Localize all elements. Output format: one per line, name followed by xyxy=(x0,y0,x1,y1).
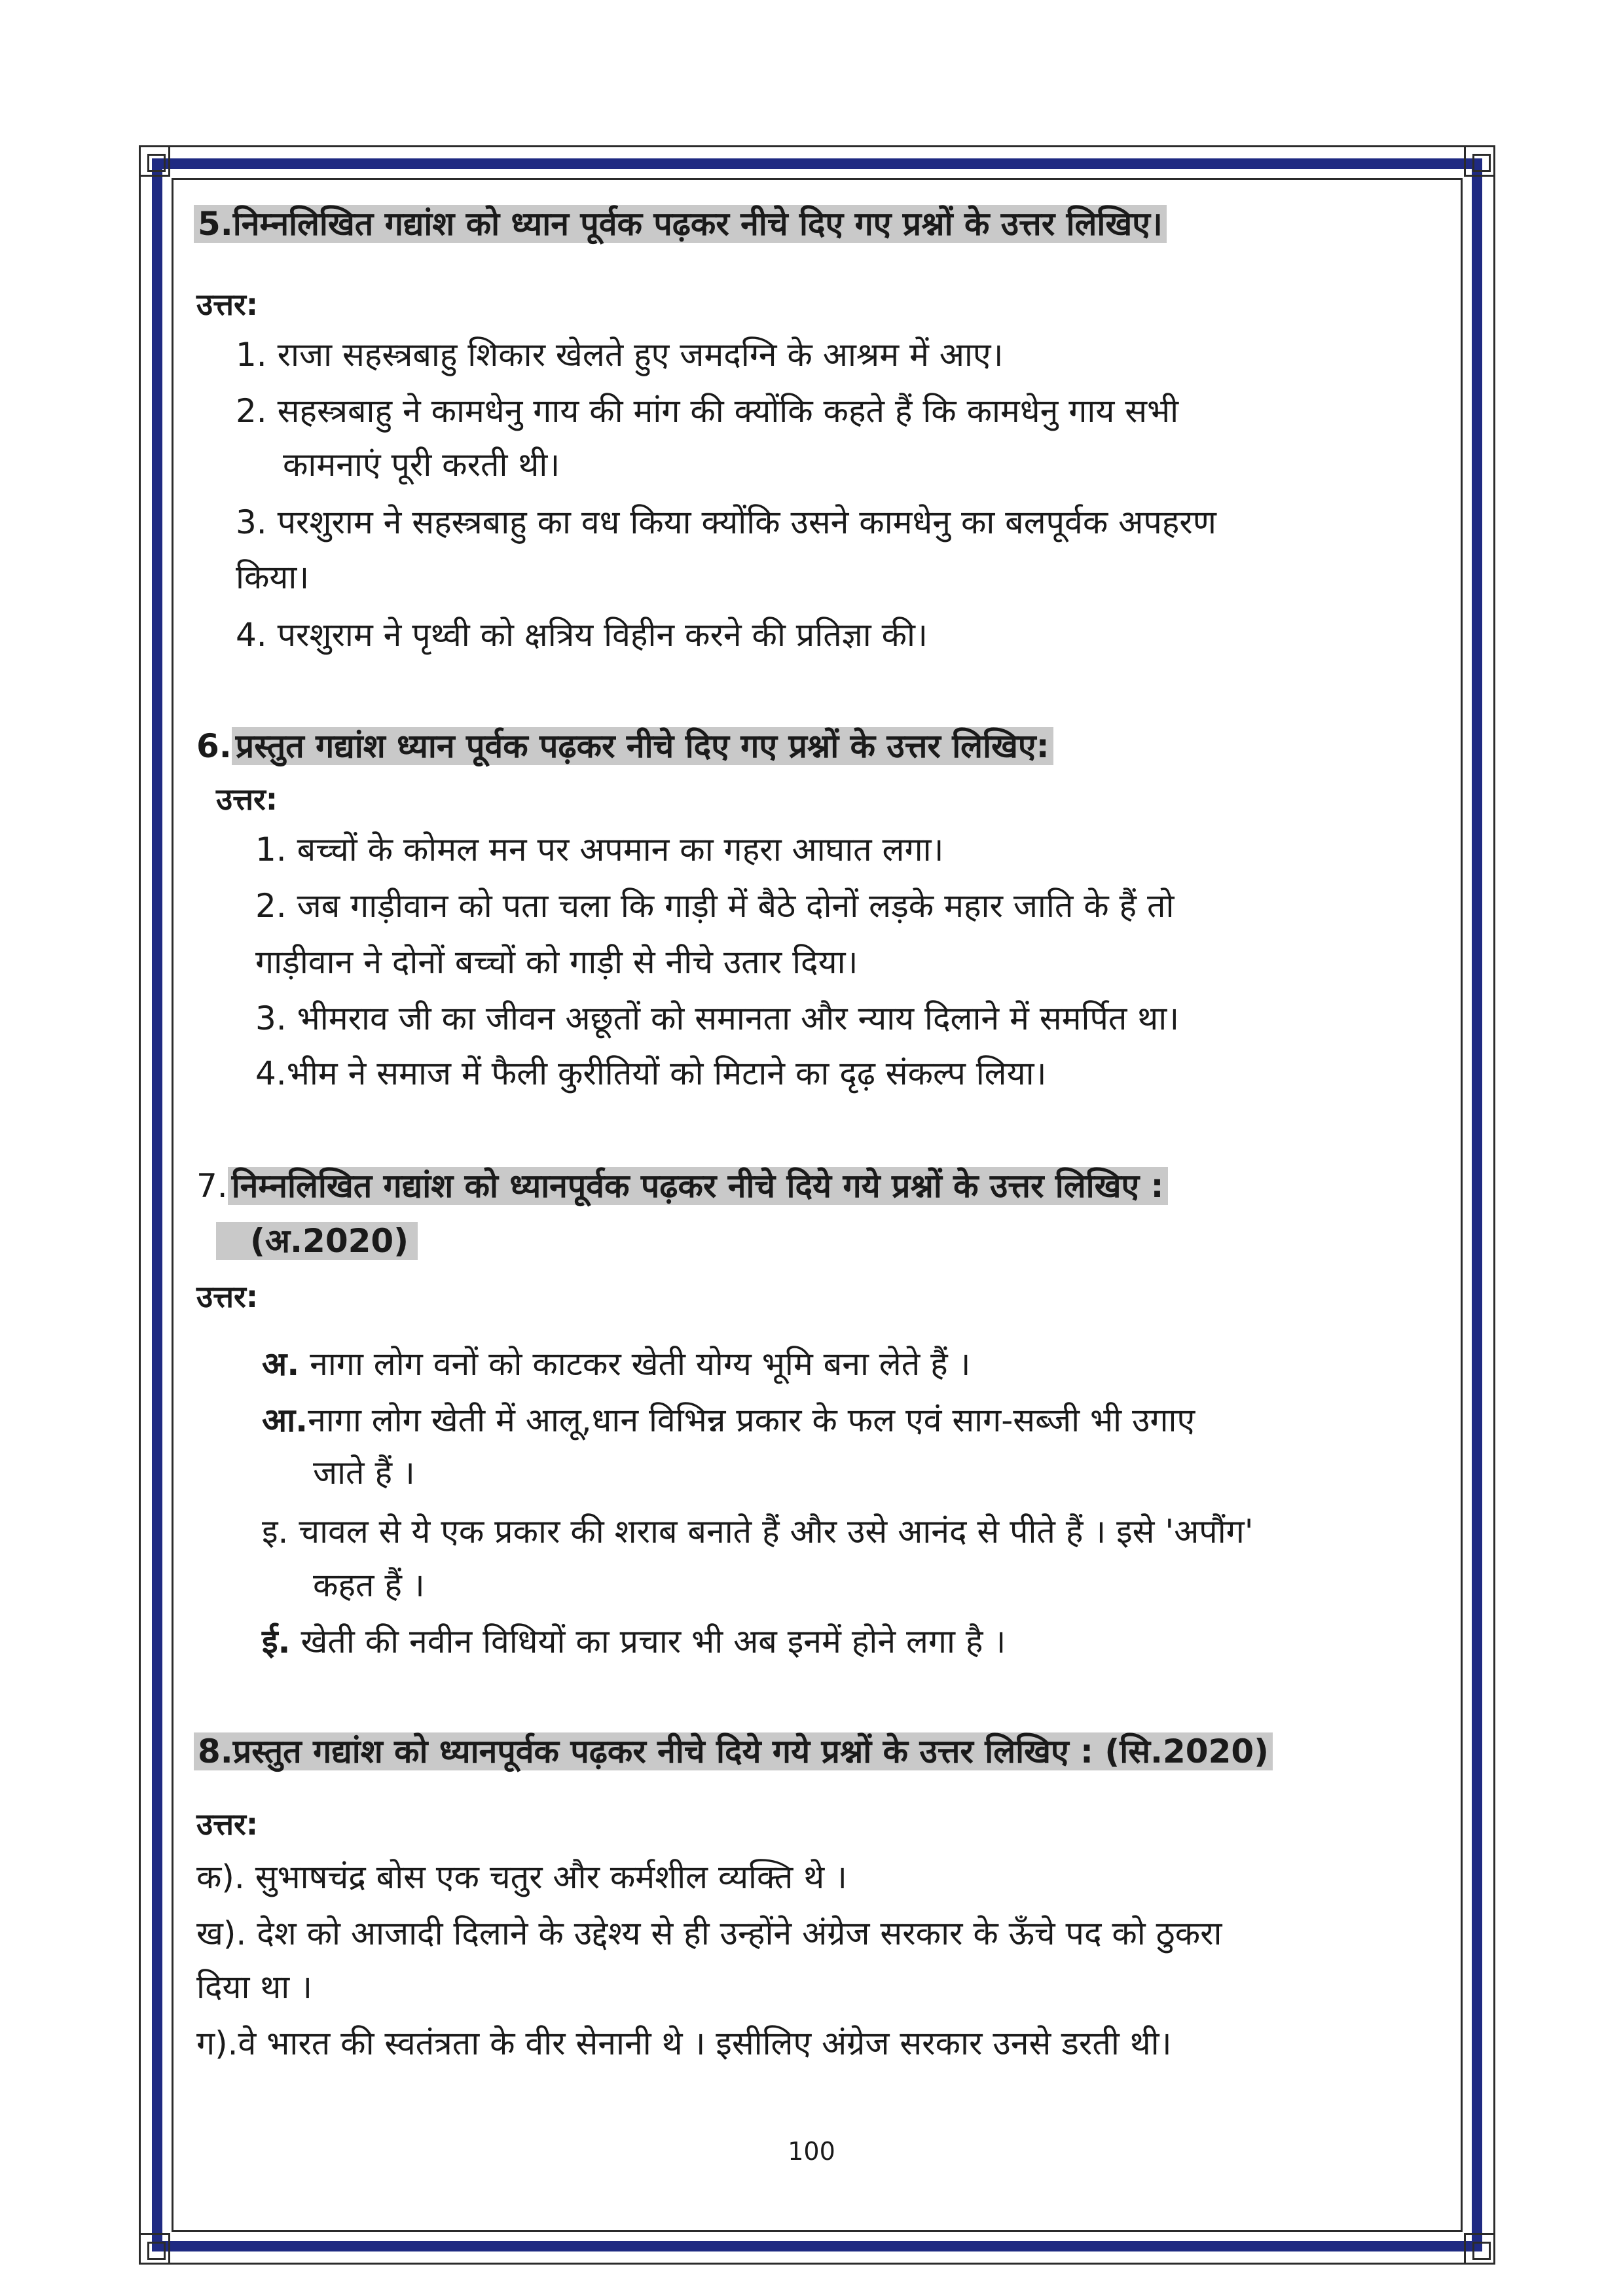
q8-answer-line: दिया था । xyxy=(196,1968,313,2006)
q5-answer-line: 2. सहस्त्रबाहु ने कामधेनु गाय की मांग की क्योंकि कहते हैं कि कामधेनु गाय सभी xyxy=(236,392,1179,430)
q6-answer-line: गाड़ीवान ने दोनों बच्चों को गाड़ी से नीचे उतार दिया। xyxy=(255,943,858,981)
question-6-answer-label: उत्तर: xyxy=(216,781,278,817)
q6-answer-line: 4.भीम ने समाज में फैली कुरीतियों को मिटाने का दृढ़ संकल्प लिया। xyxy=(255,1054,1047,1092)
q6-answer-line: 2. जब गाड़ीवान को पता चला कि गाड़ी में बैठे दोनों लड़के महार जाति के हैं तो xyxy=(255,887,1175,925)
q5-answer-line: 3. परशुराम ने सहस्त्रबाहु का वध किया क्योंकि उसने कामधेनु का बलपूर्वक अपहरण xyxy=(236,503,1216,541)
q5-answer-line: 4. परशुराम ने पृथ्वी को क्षत्रिय विहीन करने की प्रतिज्ञा की। xyxy=(236,616,928,654)
question-8-answer-label: उत्तर: xyxy=(196,1806,259,1842)
question-6-heading: 6. प्रस्तुत गद्यांश ध्यान पूर्वक पढ़कर नीचे दिए गए प्रश्नों के उत्तर लिखिए: xyxy=(196,719,1053,774)
question-5-answer-label: उत्तर: xyxy=(196,287,259,322)
q7-answer-item: ई. खेती की नवीन विधियों का प्रचार भी अब इनमें होने लगा है । xyxy=(262,1623,1006,1660)
question-7-answer-label: उत्तर: xyxy=(196,1279,259,1314)
question-6-number: 6. xyxy=(196,727,232,765)
q7-answer-item: आ.नागा लोग खेती में आलू,धान विभिन्न प्रकार के फल एवं साग-सब्जी भी उगाए xyxy=(262,1401,1195,1439)
question-7-heading: 7. निम्नलिखित गद्यांश को ध्यानपूर्वक पढ़कर नीचे दिये गये प्रश्नों के उत्तर लिखिए : xyxy=(196,1158,1168,1213)
corner-ornament-top-right xyxy=(1464,145,1495,177)
q6-answer-line: 3. भीमराव जी का जीवन अछूतों को समानता और न्याय दिलाने में समर्पित था। xyxy=(255,999,1180,1037)
q5-answer-line: किया। xyxy=(236,558,310,596)
question-8-heading: 8.प्रस्तुत गद्यांश को ध्यानपूर्वक पढ़कर नीचे दिये गये प्रश्नों के उत्तर लिखिए : (सि.2020) xyxy=(194,1724,1273,1779)
corner-ornament-bottom-right xyxy=(1464,2233,1495,2265)
q5-answer-line: 1. राजा सहस्त्रबाहु शिकार खेलते हुए जमदग्नि के आश्रम में आए। xyxy=(236,336,1004,374)
q7-answer-item: इ. चावल से ये एक प्रकार की शराब बनाते हैं और उसे आनंद से पीते हैं । इसे 'अपौंग' xyxy=(262,1513,1254,1551)
question-5-heading: 5.निम्नलिखित गद्यांश को ध्यान पूर्वक पढ़कर नीचे दिए गए प्रश्नों के उत्तर लिखिए। xyxy=(194,196,1167,251)
q8-answer-line: ग).वे भारत की स्वतंत्रता के वीर सेनानी थे । इसीलिए अंग्रेज सरकार उनसे डरती थी। xyxy=(196,2024,1172,2062)
page-number: 100 xyxy=(788,2137,835,2166)
q6-answer-line: 1. बच्चों के कोमल मन पर अपमान का गहरा आघात लगा। xyxy=(255,831,944,869)
question-7-number: 7. xyxy=(196,1167,228,1205)
q7-answer-item-cont: कहत हैं । xyxy=(313,1566,425,1604)
q7-answer-item: अ. नागा लोग वनों को काटकर खेती योग्य भूमि बना लेते हैं । xyxy=(262,1345,971,1383)
q5-answer-line: कामनाएं पूरी करती थी। xyxy=(283,446,560,484)
question-7-heading-year: (अ.2020) xyxy=(216,1213,418,1268)
corner-ornament-top-left xyxy=(139,145,170,177)
q8-answer-line: क). सुभाषचंद्र बोस एक चतुर और कर्मशील व्यक्ति थे । xyxy=(196,1858,847,1896)
q8-answer-line: ख). देश को आजादी दिलाने के उद्देश्य से ही उन्होंने अंग्रेज सरकार के ऊँचे पद को ठुकरा xyxy=(196,1914,1222,1952)
q7-answer-item-cont: जाते हैं । xyxy=(313,1454,415,1492)
corner-ornament-bottom-left xyxy=(139,2233,170,2265)
